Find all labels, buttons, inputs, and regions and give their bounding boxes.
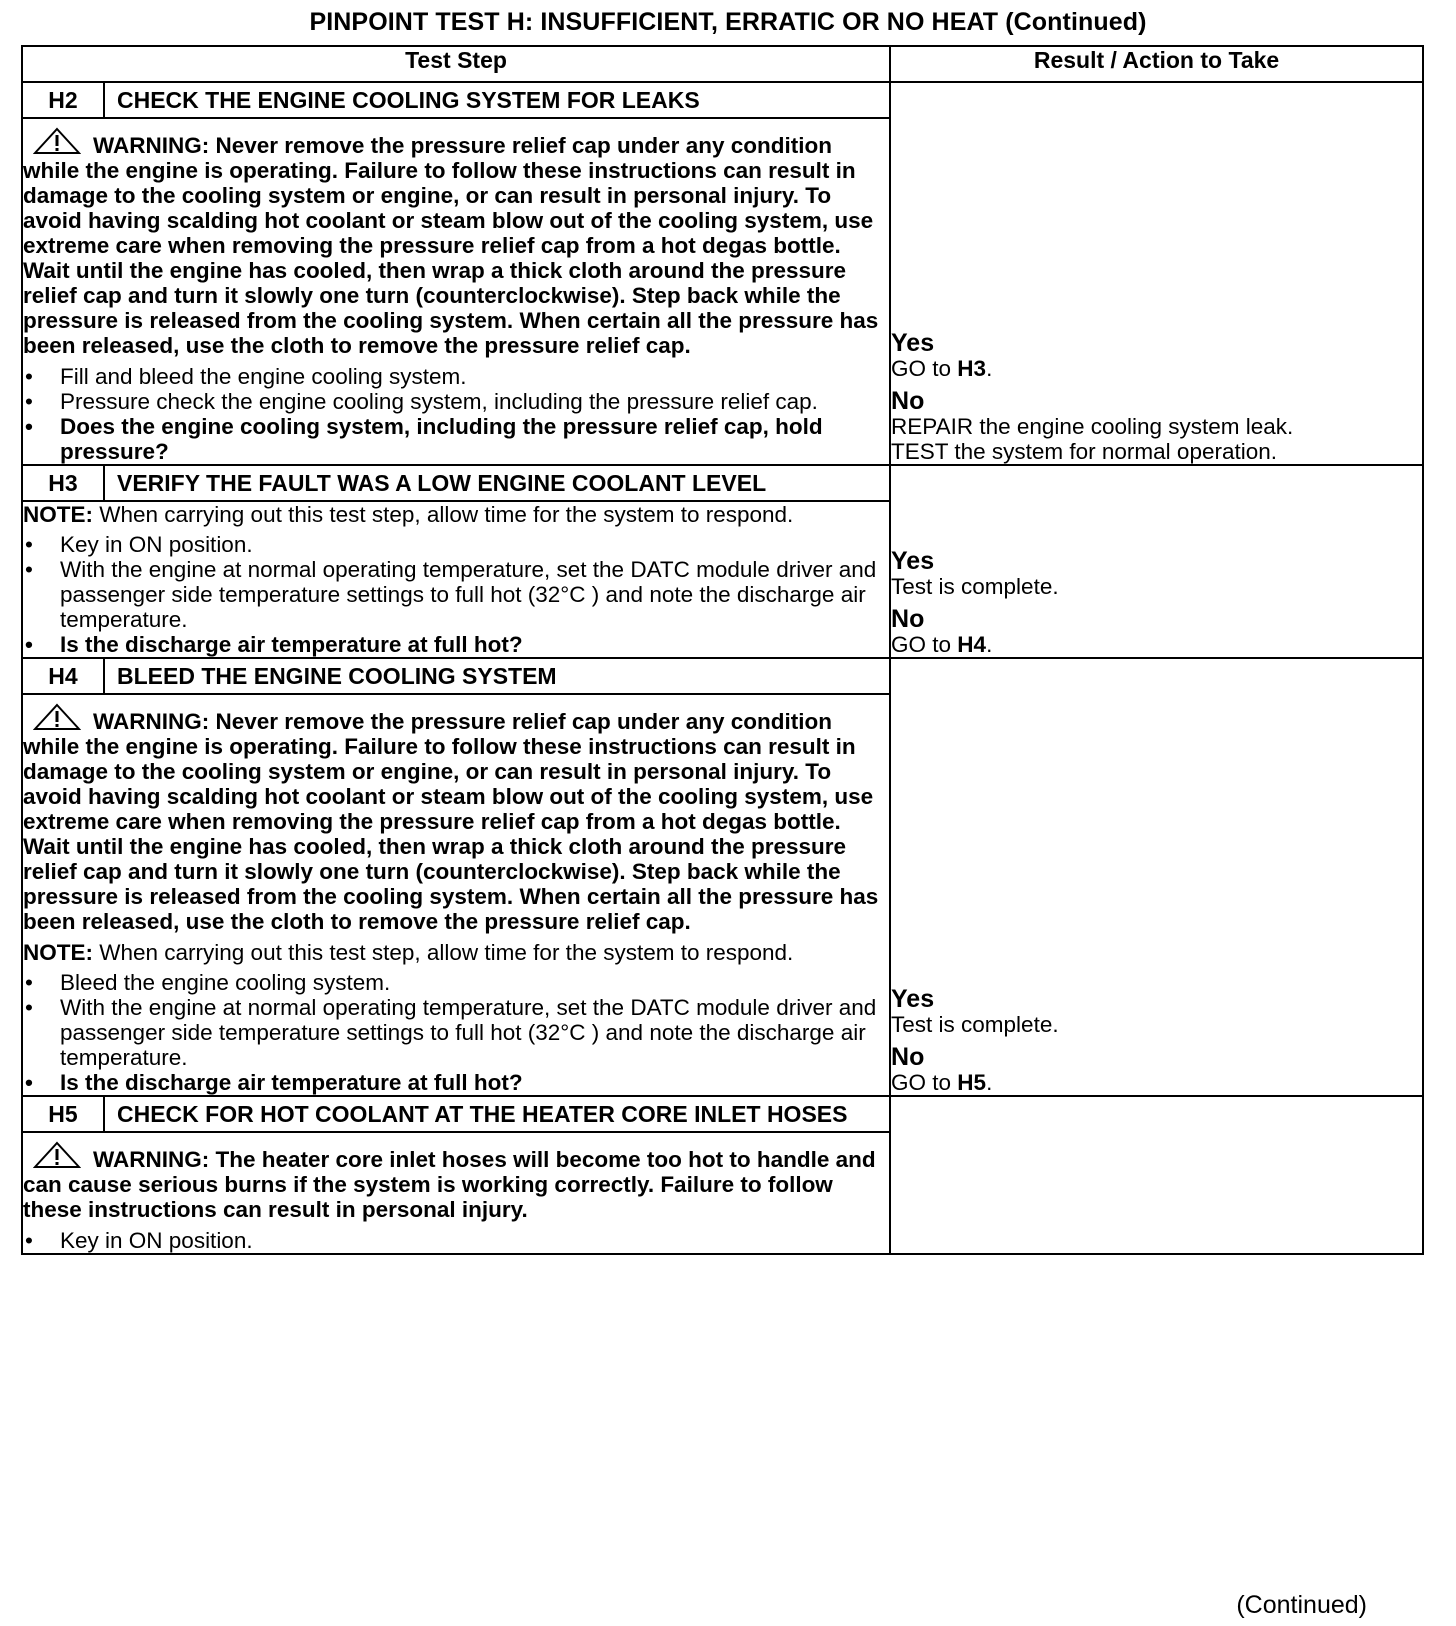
- step-name: CHECK FOR HOT COOLANT AT THE HEATER CORE INLET HOSES: [104, 1096, 890, 1132]
- yes-label: Yes: [891, 547, 935, 575]
- step-h3-result: [890, 465, 1423, 658]
- note-block: [23, 502, 889, 527]
- note-text: When carrying out this test step, allow time for the system to respond.: [93, 940, 794, 965]
- step-id: H2: [22, 82, 104, 118]
- no-step-ref: H5: [957, 1070, 987, 1095]
- no-action-end: .: [986, 1070, 993, 1095]
- step-h5-title-row: [22, 1096, 1423, 1132]
- instruction-list: [23, 532, 889, 657]
- step-detail: [22, 694, 890, 1096]
- step-h3-title-row: [22, 465, 1423, 501]
- warning-triangle-icon: [33, 703, 81, 731]
- instruction-list: [23, 364, 889, 464]
- step-detail: [22, 118, 890, 465]
- list-item: • Key in ON position.: [23, 1228, 889, 1253]
- step-h4-result: [890, 658, 1423, 1096]
- list-item: • Fill and bleed the engine cooling system.: [23, 364, 889, 389]
- warning-text: WARNING: Never remove the pressure relief cap under any condition while the engine is operating. Failure to follow these instructions can result in damage to the cooling system or engine, or can result in personal injury. To avoid having scalding hot coolant or steam blow out of the cooling system, use extreme care when removing the pressure relief cap from a hot degas bottle. Wait until the engine has cooled, then wrap a thick cloth around the pressure relief cap and turn it slowly one turn (counterclockwise). Step back while the pressure is released from the cooling system. When certain all the pressure has been released, use the cloth to remove the pressure relief cap.: [23, 133, 879, 358]
- pinpoint-test-table: [21, 45, 1424, 1255]
- no-action-text: GO to: [891, 632, 958, 657]
- step-h5-result: [890, 1096, 1423, 1254]
- step-name: BLEED THE ENGINE COOLING SYSTEM: [104, 658, 890, 694]
- no-label: No: [891, 605, 925, 633]
- instruction-list: [23, 970, 889, 1095]
- header-test-step: Test Step: [22, 46, 890, 82]
- no-action-end: .: [986, 632, 993, 657]
- yes-action-text: GO to: [891, 356, 958, 381]
- step-id: H4: [22, 658, 104, 694]
- question-item: • Is the discharge air temperature at full hot?: [23, 1070, 889, 1095]
- list-item: • Pressure check the engine cooling system, including the pressure relief cap.: [23, 389, 889, 414]
- step-detail: [22, 501, 890, 658]
- yes-action: Test is complete.: [891, 1012, 1059, 1037]
- list-item: • Key in ON position.: [23, 532, 889, 557]
- step-detail: [22, 1132, 890, 1254]
- yes-step-ref: H3: [957, 356, 987, 381]
- step-id: H5: [22, 1096, 104, 1132]
- list-item: • Bleed the engine cooling system.: [23, 970, 889, 995]
- instruction-list: [23, 1228, 889, 1253]
- warning-triangle-icon: [33, 1141, 81, 1169]
- question-item: • Is the discharge air temperature at full hot?: [23, 632, 889, 657]
- no-action-line: TEST the system for normal operation.: [891, 439, 1278, 464]
- table-header-row: [22, 46, 1423, 82]
- question-item: • Does the engine cooling system, including the pressure relief cap, hold pressure?: [23, 414, 889, 464]
- warning-text: WARNING: Never remove the pressure relief cap under any condition while the engine is operating. Failure to follow these instructions can result in damage to the cooling system or engine, or can result in personal injury. To avoid having scalding hot coolant or steam blow out of the cooling system, use extreme care when removing the pressure relief cap from a hot degas bottle. Wait until the engine has cooled, then wrap a thick cloth around the pressure relief cap and turn it slowly one turn (counterclockwise). Step back while the pressure is released from the cooling system. When certain all the pressure has been released, use the cloth to remove the pressure relief cap.: [23, 709, 879, 934]
- header-result-action: Result / Action to Take: [890, 46, 1423, 82]
- yes-label: Yes: [891, 985, 935, 1013]
- step-h2-title-row: [22, 82, 1423, 118]
- no-label: No: [891, 387, 925, 415]
- step-id: H3: [22, 465, 104, 501]
- step-h2-result: [890, 82, 1423, 465]
- yes-action-end: .: [986, 356, 993, 381]
- warning-block: [23, 1141, 889, 1222]
- warning-block: [23, 703, 889, 934]
- step-name: CHECK THE ENGINE COOLING SYSTEM FOR LEAKS: [104, 82, 890, 118]
- no-action: [891, 632, 1422, 657]
- note-block: [23, 940, 889, 965]
- no-label: No: [891, 1043, 925, 1071]
- warning-triangle-icon: [33, 127, 81, 155]
- page-title: PINPOINT TEST H: INSUFFICIENT, ERRATIC OR NO HEAT (Continued): [309, 8, 1147, 36]
- yes-label: Yes: [891, 329, 935, 357]
- no-step-ref: H4: [957, 632, 987, 657]
- warning-block: [23, 127, 889, 358]
- step-name: VERIFY THE FAULT WAS A LOW ENGINE COOLANT LEVEL: [104, 465, 890, 501]
- list-item: • With the engine at normal operating temperature, set the DATC module driver and passenger side temperature settings to full hot (32°C ) and note the discharge air temperature.: [23, 995, 889, 1070]
- note-text: When carrying out this test step, allow time for the system to respond.: [93, 502, 794, 527]
- list-item: • With the engine at normal operating temperature, set the DATC module driver and passenger side temperature settings to full hot (32°C ) and note the discharge air temperature.: [23, 557, 889, 632]
- note-label: NOTE:: [23, 940, 93, 965]
- step-h4-title-row: [22, 658, 1423, 694]
- yes-action: [891, 356, 1422, 381]
- no-action: [891, 1070, 1422, 1095]
- continued-footer: (Continued): [1236, 1591, 1367, 1619]
- yes-action: Test is complete.: [891, 574, 1059, 599]
- no-action-text: GO to: [891, 1070, 958, 1095]
- note-label: NOTE:: [23, 502, 93, 527]
- no-action-line: REPAIR the engine cooling system leak.: [891, 414, 1294, 439]
- warning-text: WARNING: The heater core inlet hoses will become too hot to handle and can cause serious burns if the system is working correctly. Failure to follow these instructions can result in personal injury.: [23, 1147, 876, 1222]
